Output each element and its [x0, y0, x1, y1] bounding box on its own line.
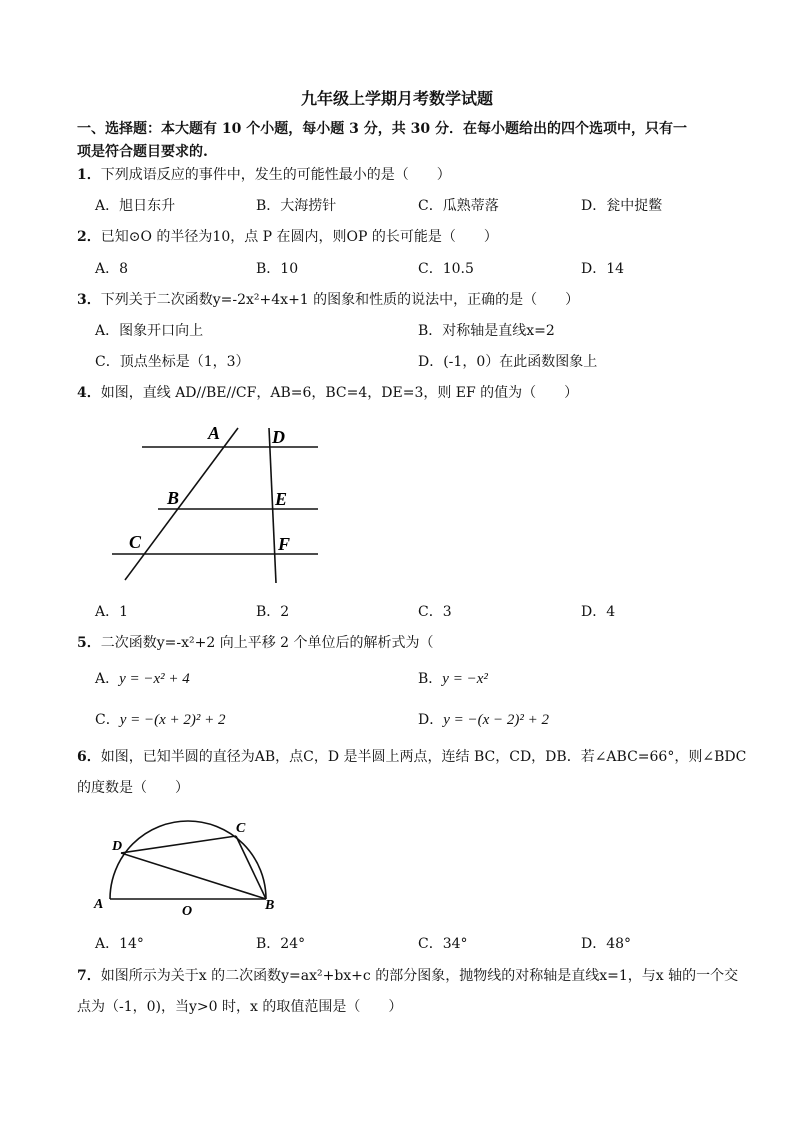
semicircle-figure	[90, 815, 290, 920]
q5-option-d	[418, 710, 549, 730]
section-heading: 一、选择题：本大题有 10 个小题，每小题 3 分，共 30 分．在每小题给出的四个选项中，只有一	[77, 121, 687, 137]
label-o: O	[182, 904, 193, 919]
label-b: B	[265, 898, 275, 913]
label-e: E	[275, 489, 288, 509]
q5-option-c	[95, 710, 226, 730]
q4-option-b: B．2	[256, 604, 290, 620]
question-number: 5．	[77, 635, 101, 651]
label-d: D	[272, 427, 285, 447]
q1-option-b: B．大海捞针	[256, 198, 337, 214]
question-text: 如图所示为关于x 的二次函数y=ax²+bx+c 的部分图象，抛物线的对称轴是直线x=1，与x 轴的一个交	[100, 968, 739, 984]
formula: y = −x²	[442, 671, 488, 687]
q1-option-a: A．旭日东升	[95, 198, 176, 214]
question-text: 如图，已知半圆的直径为AB，点C，D 是半圆上两点，连结 BC，CD，DB．若∠ABC=66°，则∠BDC	[100, 749, 747, 765]
question-number: 6．	[77, 749, 101, 765]
question-text: 如图，直线 AD//BE//CF，AB=6，BC=4，DE=3，则 EF 的值为（ ）	[100, 385, 579, 401]
formula: y = −x² + 4	[119, 671, 190, 687]
section-heading-cont: 项是符合题目要求的.	[77, 144, 208, 160]
q2-option-c: C．10.5	[418, 261, 474, 277]
q1-option-d: D．瓮中捉鳖	[581, 198, 663, 214]
q6-option-d: D．48°	[581, 936, 632, 952]
question-text: 下列成语反应的事件中，发生的可能性最小的是（ ）	[100, 167, 451, 183]
q4-option-a: A．1	[95, 604, 129, 620]
q6-option-b: B．24°	[256, 936, 306, 952]
question-4	[77, 383, 578, 403]
q6-option-c: C．34°	[418, 936, 468, 952]
q2-option-b: B．10	[256, 261, 299, 277]
question-number: 3．	[77, 292, 101, 308]
question-1	[77, 165, 451, 185]
question-number: 1．	[77, 167, 101, 183]
option-letter: B．	[418, 671, 443, 687]
label-c: C	[236, 821, 246, 836]
option-letter: C．	[95, 712, 120, 728]
parallel-lines-figure	[100, 418, 340, 593]
option-letter: D．	[418, 712, 444, 728]
q6-option-a: A．14°	[95, 936, 144, 952]
transversal-abc	[125, 428, 238, 580]
label-a: A	[94, 897, 104, 912]
label-a: A	[208, 423, 221, 443]
chord-cb	[236, 836, 266, 899]
q1-option-c: C．瓜熟蒂落	[418, 198, 499, 214]
q4-option-c: C．3	[418, 604, 452, 620]
question-7	[77, 966, 738, 986]
label-f: F	[278, 534, 291, 554]
q3-option-d: D．(-1，0）在此函数图象上	[418, 354, 598, 370]
label-c: C	[129, 532, 142, 552]
q3-option-b: B．对称轴是直线x=2	[418, 323, 555, 339]
question-3	[77, 290, 579, 310]
question-6-cont: 的度数是（ ）	[77, 780, 189, 796]
q5-option-b	[418, 669, 488, 689]
question-6	[77, 747, 746, 767]
question-number: 4．	[77, 385, 101, 401]
question-number: 2．	[77, 229, 101, 245]
q3-option-c: C．顶点坐标是（1，3）	[95, 354, 250, 370]
formula: y = −(x − 2)² + 2	[443, 712, 550, 728]
formula: y = −(x + 2)² + 2	[119, 712, 226, 728]
q2-option-a: A．8	[95, 261, 129, 277]
question-2	[77, 227, 498, 247]
chord-db	[121, 853, 266, 899]
question-7-cont: 点为（-1，0)，当y>0 时，x 的取值范围是（ ）	[77, 999, 403, 1015]
label-b: B	[167, 488, 180, 508]
option-letter: A．	[95, 671, 120, 687]
question-number: 7．	[77, 968, 101, 984]
q3-option-a: A．图象开口向上	[95, 323, 204, 339]
q2-option-d: D．14	[581, 261, 625, 277]
q4-option-d: D．4	[581, 604, 616, 620]
question-5	[77, 633, 434, 653]
label-d: D	[112, 839, 123, 854]
question-text: 二次函数y=-x²+2 向上平移 2 个单位后的解析式为（	[100, 635, 434, 651]
page-title: 九年级上学期月考数学试题	[300, 89, 493, 108]
q5-option-a	[95, 669, 190, 689]
question-text: 下列关于二次函数y=-2x²+4x+1 的图象和性质的说法中，正确的是（ ）	[100, 292, 580, 308]
question-text: 已知⊙O 的半径为10，点 P 在圆内，则OP 的长可能是（ ）	[100, 229, 498, 245]
